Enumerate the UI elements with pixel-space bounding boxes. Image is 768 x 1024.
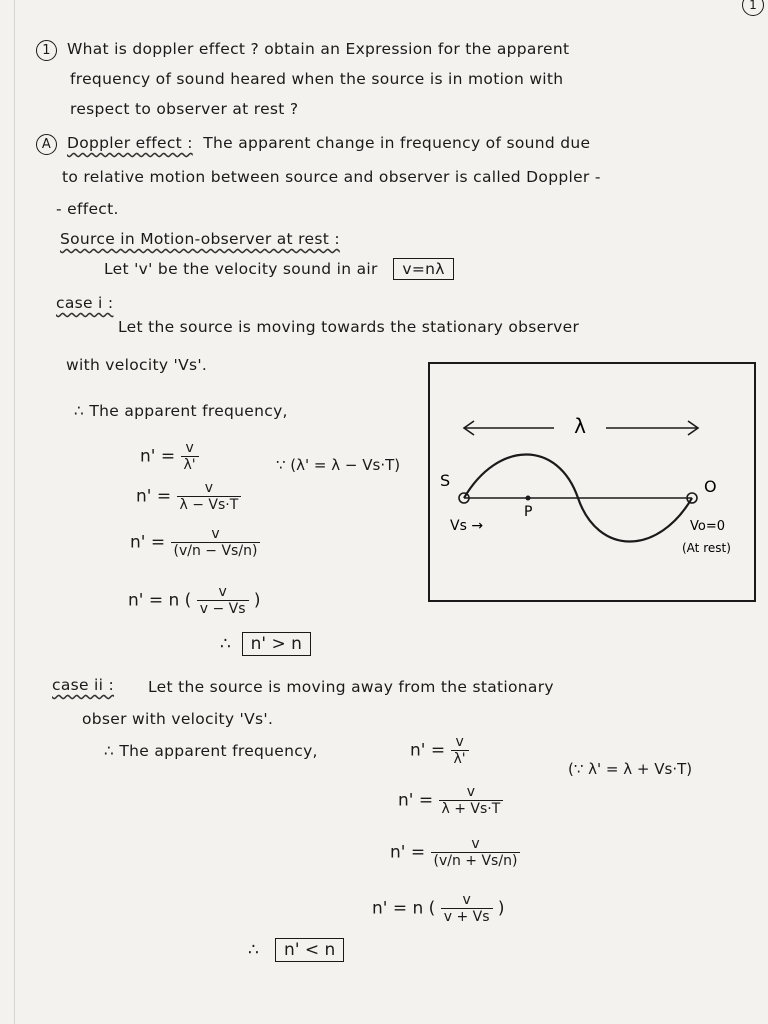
observer-rest-label: (At rest) [682, 541, 731, 555]
case2-eq3-den: (v/n + Vs/n) [433, 853, 518, 869]
case2-eq1-den: λ' [453, 751, 466, 767]
case2-result-box: n' < n [275, 938, 344, 962]
case1-eq3-lhs: n' = [130, 532, 166, 553]
case2-eq3-num: v [431, 836, 521, 853]
case2-heading: case ii : [52, 676, 115, 694]
case1-eq4-lhs: n' = n ( [128, 590, 192, 611]
observer-label: O [704, 477, 717, 496]
case2-eq1-note: (∵ λ' = λ + Vs·T) [568, 760, 693, 778]
case1-therefore: ∴ [220, 634, 231, 654]
case2-eq3 [390, 836, 520, 869]
case2-eq4-frac [441, 892, 493, 925]
question-text-1: What is doppler effect ? obtain an Expression for the apparent [67, 40, 570, 58]
case1-eq3 [130, 526, 260, 559]
case1-eq4-den: v − Vs [199, 601, 246, 617]
velocity-formula-box: v=nλ [393, 258, 453, 280]
case1-eq2-den: λ − Vs·T [179, 497, 239, 513]
question-marker: 1 [36, 40, 57, 61]
case1-eq3-frac [171, 526, 261, 559]
definition-text-1: The apparent change in frequency of sound due [203, 134, 591, 152]
midpoint-dot [526, 496, 531, 501]
case1-eq3-num: v [171, 526, 261, 543]
answer-line-1 [36, 134, 590, 155]
case1-eq1-frac [181, 440, 199, 473]
velocity-text: Let 'v' be the velocity sound in air [104, 260, 378, 278]
case2-eq4-lhs: n' = n ( [372, 898, 436, 919]
case2-line-2: obser with velocity 'Vs'. [82, 710, 274, 728]
case1-eq2-num: v [177, 480, 242, 497]
source-label: S [440, 471, 451, 490]
lambda-label: λ [574, 414, 586, 438]
source-velocity-label: Vs → [450, 518, 484, 534]
page-number: 1 [742, 0, 764, 16]
case2-line-1: Let the source is moving away from the stationary [148, 678, 554, 696]
case1-eq2-frac [177, 480, 242, 513]
case2-eq4-rhs: ) [497, 898, 505, 919]
definition-line-2: to relative motion between source and observer is called Doppler - [62, 168, 601, 186]
case1-eq4-frac [197, 584, 249, 617]
margin-line [14, 0, 15, 1024]
case1-eq4 [128, 584, 261, 617]
case2-eq2-den: λ + Vs·T [441, 801, 501, 817]
case2-eq1-frac [451, 734, 469, 767]
case1-eq2-lhs: n' = [136, 486, 172, 507]
case2-eq2-num: v [439, 784, 504, 801]
case1-eq1 [140, 440, 199, 473]
definition-line-3: - effect. [56, 200, 119, 218]
case2-therefore: ∴ [248, 940, 259, 960]
answer-marker: A [36, 134, 57, 155]
midpoint-label: P [524, 504, 533, 520]
case1-result [220, 634, 311, 654]
case1-eq4-rhs: ) [253, 590, 261, 611]
doppler-term: Doppler effect : [67, 134, 193, 152]
case2-eq2-lhs: n' = [398, 790, 434, 811]
case1-eq1-note: ∵ (λ' = λ − Vs·T) [276, 456, 401, 474]
wave-diagram [428, 362, 756, 602]
case2-eq1-num: v [451, 734, 469, 751]
case1-eq1-num: v [181, 440, 199, 457]
case1-eq1-lhs: n' = [140, 446, 176, 467]
case2-eq1 [410, 734, 469, 767]
case2-eq4-num: v [441, 892, 493, 909]
velocity-line [104, 260, 454, 278]
case2-eq1-lhs: n' = [410, 740, 446, 761]
question-line-2: frequency of sound heared when the source is in motion with [70, 70, 564, 88]
case2-apparent: ∴ The apparent frequency, [104, 742, 318, 760]
case1-result-box: n' > n [242, 632, 311, 656]
case1-apparent: ∴ The apparent frequency, [74, 402, 288, 420]
case1-eq1-den: λ' [183, 457, 196, 473]
case1-line-1: Let the source is moving towards the stationary observer [118, 318, 580, 336]
section-subheading: Source in Motion-observer at rest : [60, 230, 340, 248]
case2-eq2 [398, 784, 503, 817]
question-line-1 [36, 40, 569, 61]
case1-eq3-den: (v/n − Vs/n) [173, 543, 258, 559]
question-line-3: respect to observer at rest ? [70, 100, 299, 118]
case2-eq4 [372, 892, 505, 925]
case2-result [248, 940, 344, 960]
case1-eq4-num: v [197, 584, 249, 601]
case2-eq4-den: v + Vs [443, 909, 490, 925]
case1-line-2: with velocity 'Vs'. [66, 356, 208, 374]
case2-eq3-lhs: n' = [390, 842, 426, 863]
case2-eq2-frac [439, 784, 504, 817]
case2-eq3-frac [431, 836, 521, 869]
case1-heading: case i : [56, 294, 114, 312]
case1-eq2 [136, 480, 241, 513]
observer-velocity-label: Vo=0 [690, 519, 726, 534]
